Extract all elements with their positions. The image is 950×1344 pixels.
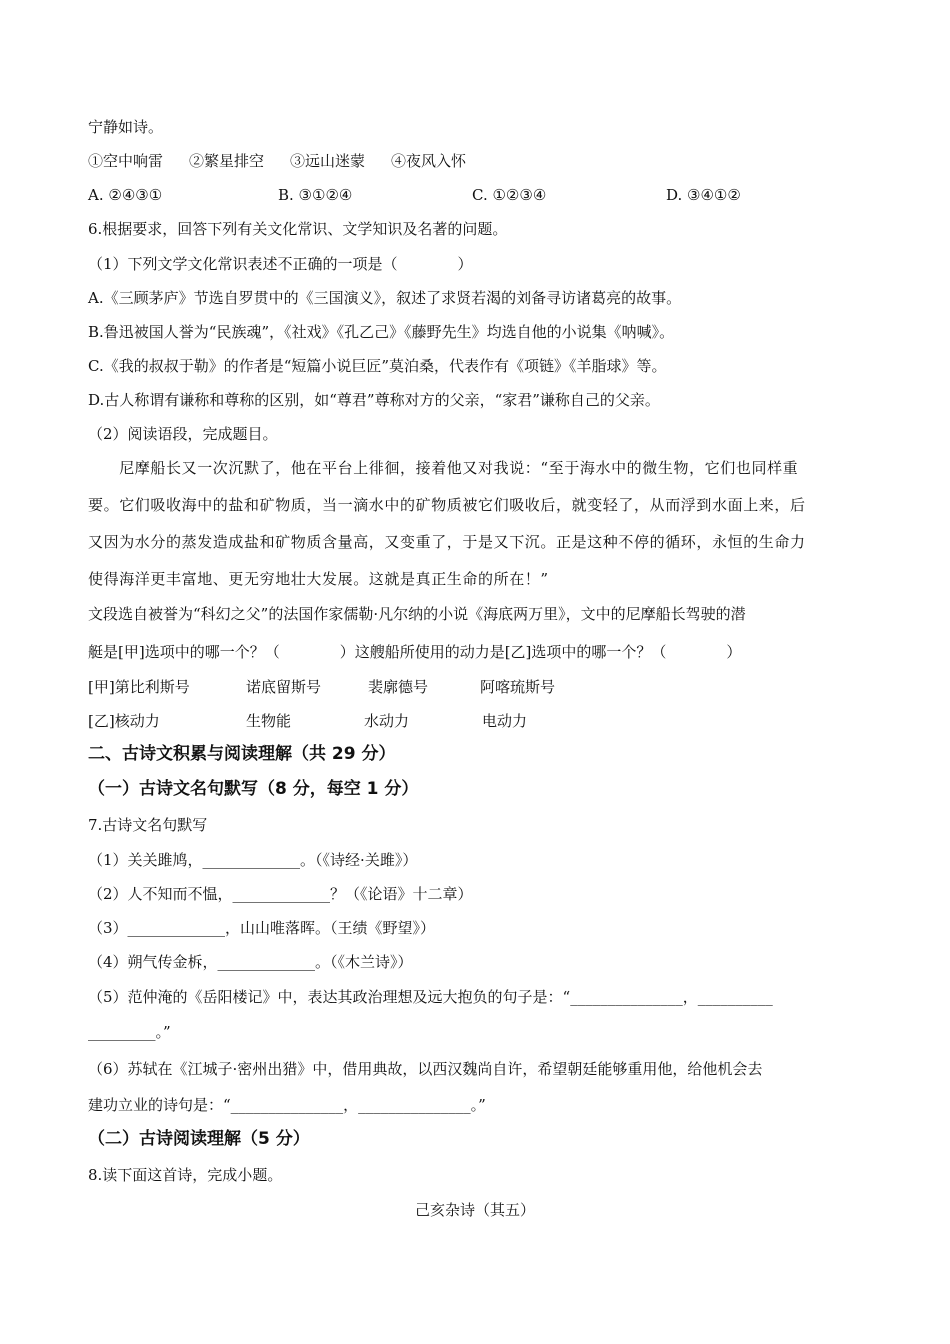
yi-options bbox=[88, 711, 527, 731]
question-6-2: （2）阅读语段，完成题目。 bbox=[88, 425, 278, 443]
source-line-1: 文段选自被誉为“科幻之父”的法国作家儒勒·凡尔纳的小说《海底两万里》，文中的尼摩船长驾驶的潜 bbox=[88, 605, 746, 623]
passage-end-line: 宁静如诗。 bbox=[88, 118, 164, 136]
passage-line-2: 要。它们吸收海中的盐和矿物质，当一滴水中的矿物质被它们吸收后，就变轻了，从而浮到水面上来，后 bbox=[88, 496, 806, 514]
choice-d: D. ③④①② bbox=[666, 186, 741, 204]
jia-option-1: [甲]第比利斯号 bbox=[88, 678, 190, 696]
q6-option-c: C.《我的叔叔于勒》的作者是“短篇小说巨匠”莫泊桑，代表作有《项链》《羊脂球》等。 bbox=[88, 357, 667, 375]
q6-option-a: A.《三顾茅庐》节选自罗贯中的《三国演义》，叙述了求贤若渴的刘备寻访诸葛亮的故事。 bbox=[88, 289, 682, 307]
yi-option-4: 电动力 bbox=[482, 712, 528, 730]
jia-options bbox=[88, 677, 555, 697]
section-2-2-heading: （二）古诗阅读理解（5 分） bbox=[88, 1129, 310, 1149]
section-2-1-heading: （一）古诗文名句默写（8 分，每空 1 分） bbox=[88, 779, 419, 799]
passage-line-1: 尼摩船长又一次沉默了，他在平台上徘徊，接着他又对我说：“至于海水中的微生物，它们也同样重 bbox=[88, 459, 799, 477]
question-8: 8.读下面这首诗，完成小题。 bbox=[88, 1166, 283, 1184]
question-7: 7.古诗文名句默写 bbox=[88, 816, 208, 834]
phrase-4: ④夜风入怀 bbox=[391, 152, 467, 170]
choice-a: A. ②④③① bbox=[88, 186, 163, 204]
q7-item-5-line-2: _________。” bbox=[88, 1023, 171, 1041]
source-line-2: 艇是[甲]选项中的哪一个？（ ）这艘船所使用的动力是[乙]选项中的哪一个？（ ） bbox=[88, 643, 742, 661]
q7-item-2: （2）人不知而不愠，_____________？（《论语》十二章） bbox=[88, 885, 473, 903]
yi-option-1: [乙]核动力 bbox=[88, 712, 160, 730]
q7-item-6-line-2: 建功立业的诗句是：“_______________，_______________。” bbox=[88, 1096, 486, 1114]
passage-line-4: 使得海洋更丰富地、更无穷地壮大发展。这就是真正生命的所在！” bbox=[88, 570, 549, 588]
section-2-heading: 二、古诗文积累与阅读理解（共 29 分） bbox=[88, 744, 396, 764]
yi-option-3: 水动力 bbox=[364, 712, 410, 730]
phrase-1: ①空中响雷 bbox=[88, 152, 164, 170]
q7-item-4: （4）朔气传金柝，_____________。（《木兰诗》） bbox=[88, 953, 413, 971]
q6-option-b: B.鲁迅被国人誉为“民族魂”，《社戏》《孔乙己》《藤野先生》均选自他的小说集《呐喊》。 bbox=[88, 323, 675, 341]
jia-option-3: 裴廓德号 bbox=[368, 678, 429, 696]
q7-item-6-line-1: （6）苏轼在《江城子·密州出猎》中，借用典故，以西汉魏尚自许，希望朝廷能够重用他，给他机会去 bbox=[88, 1060, 763, 1078]
passage-line-3: 又因为水分的蒸发造成盐和矿物质含量高，又变重了，于是又下沉。正是这种不停的循环，永恒的生命力 bbox=[88, 533, 806, 551]
phrase-3: ③远山迷蒙 bbox=[290, 152, 366, 170]
choice-b: B. ③①②④ bbox=[278, 186, 353, 204]
poem-title: 己亥杂诗（其五） bbox=[414, 1201, 535, 1219]
choice-c: C. ①②③④ bbox=[472, 186, 547, 204]
answer-choices bbox=[88, 185, 741, 205]
jia-option-4: 阿喀琉斯号 bbox=[480, 678, 556, 696]
q7-item-5-line-1: （5）范仲淹的《岳阳楼记》中，表达其政治理想及远大抱负的句子是：“_______________，__________ bbox=[88, 988, 773, 1006]
q7-item-1: （1）关关雎鸠，_____________。（《诗经·关雎》） bbox=[88, 851, 418, 869]
q6-option-d: D.古人称谓有谦称和尊称的区别，如“尊君”尊称对方的父亲，“家君”谦称自己的父亲。 bbox=[88, 391, 660, 409]
question-6: 6.根据要求，回答下列有关文化常识、文学知识及名著的问题。 bbox=[88, 220, 508, 238]
option-phrases bbox=[88, 151, 492, 171]
question-6-1: （1）下列文学文化常识表述不正确的一项是（ ） bbox=[88, 255, 473, 273]
q7-item-3: （3）_____________，山山唯落晖。（王绩《野望》） bbox=[88, 919, 436, 937]
jia-option-2: 诺底留斯号 bbox=[246, 678, 322, 696]
yi-option-2: 生物能 bbox=[246, 712, 292, 730]
phrase-2: ②繁星排空 bbox=[189, 152, 265, 170]
